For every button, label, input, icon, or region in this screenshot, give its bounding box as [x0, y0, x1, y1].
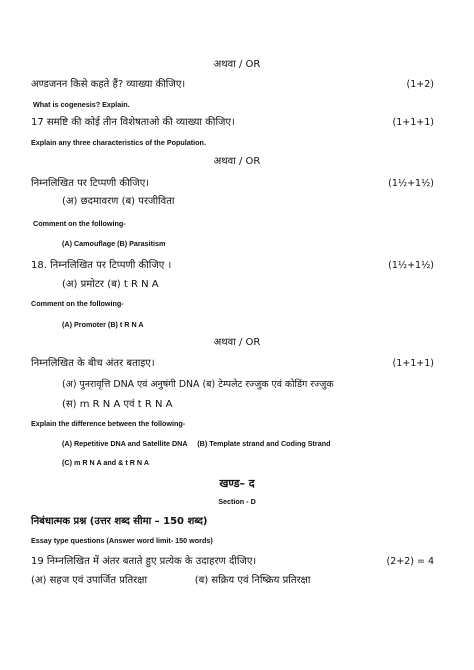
or-divider: अथवा / OR	[213, 156, 261, 167]
question-17-english: Explain any three characteristics of the Population.	[31, 138, 206, 147]
question-16-english: What is cogenesis? Explain.	[33, 100, 130, 109]
or-divider: अथवा / OR	[213, 59, 261, 70]
question-18-or-option1-english: (A) Repetitive DNA and Satellite DNA (B) Template strand and Coding Strand	[62, 439, 331, 448]
question-19-hindi: 19 निम्नलिखित में अंतर बताते हुए प्रत्येक के उदाहरण दीजिए।	[31, 556, 257, 567]
question-17-or-marks: (1½+1½)	[388, 178, 434, 189]
question-18-marks: (1½+1½)	[388, 260, 434, 271]
question-18-hindi: 18. निम्नलिखित पर टिप्पणी कीजिए ।	[31, 260, 172, 271]
question-19-options-hindi: (अ) सहज एवं उपार्जित प्रतिरक्षा (ब) सक्रिय एवं निष्क्रिय प्रतिरक्षा	[31, 575, 311, 586]
question-18-or-marks: (1+1+1)	[392, 358, 434, 369]
question-19-marks: (2+2) = 4	[386, 556, 434, 567]
question-17-or-options-english: (A) Camouflage (B) Parasitism	[62, 239, 166, 248]
question-17-hindi: 17 समष्टि की कोई तीन विशेषताओ की व्याख्या कीजिए।	[31, 117, 235, 128]
question-16-hindi: अण्डजनन किसे कहते हैं? व्याख्या कीजिए।	[31, 79, 186, 90]
section-title-hindi: खण्ड– द	[219, 477, 255, 490]
question-17-marks: (1+1+1)	[392, 117, 434, 128]
question-18-comment-english: Comment on the following-	[31, 299, 124, 308]
question-16-marks: (1+2)	[406, 79, 434, 90]
question-18-or-option2-hindi: (स) m R N A एवं t R N A	[62, 399, 173, 410]
question-18-or-explain-english: Explain the difference between the following-	[31, 419, 186, 428]
question-17-or-options-hindi: (अ) छदमावरण (ब) परजीविता	[62, 196, 175, 207]
question-18-options-hindi: (अ) प्रमोटर (ब) t R N A	[62, 279, 159, 290]
or-divider: अथवा / OR	[213, 337, 261, 348]
essay-heading-hindi: निबंधात्मक प्रश्न (उत्तर शब्द सीमा – 150 शब्द)	[31, 516, 208, 527]
question-17-or-comment-english: Comment on the following-	[33, 219, 126, 228]
question-18-options-english: (A) Promoter (B) t R N A	[62, 320, 144, 329]
question-18-or-hindi: निम्नलिखित के बीच अंतर बताइए।	[31, 358, 155, 369]
essay-heading-english: Essay type questions (Answer word limit- 150 words)	[31, 536, 213, 545]
question-18-or-option1-hindi: (अ) पुनरावृत्ति DNA एवं अनुषंगी DNA (ब) टेम्पलेट रज्जुक एवं कोडिंग रज्जुक	[62, 379, 334, 390]
question-17-or-hindi: निम्नलिखित पर टिप्पणी कीजिए।	[31, 178, 150, 189]
question-18-or-option2-english: (C) m R N A and & t R N A	[62, 458, 150, 467]
section-title-english: Section - D	[218, 497, 256, 506]
